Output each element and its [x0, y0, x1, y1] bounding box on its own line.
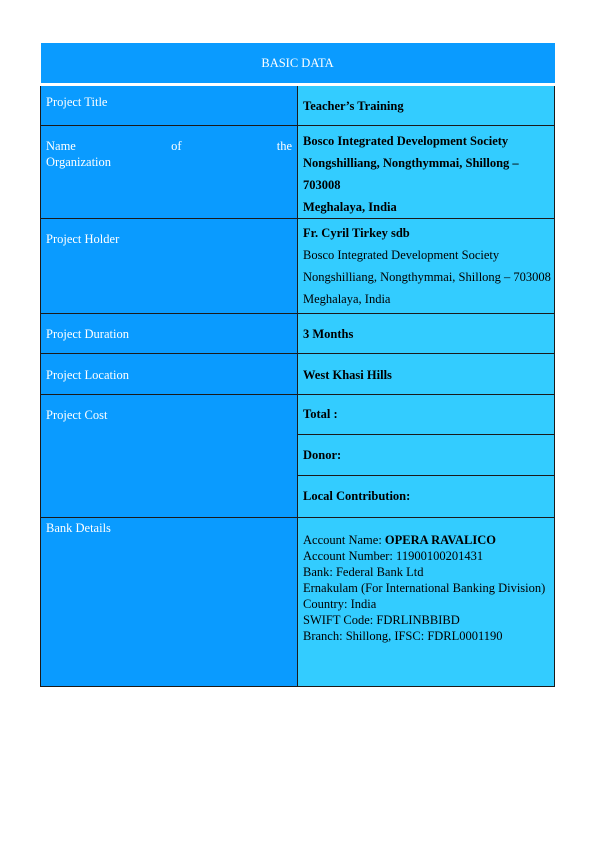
row-project-location [41, 354, 555, 395]
label-organization [41, 126, 298, 219]
bank-account-number: Account Number: 11900100201431 [303, 549, 484, 563]
row-project-title [41, 85, 555, 126]
value-organization [298, 126, 555, 219]
bank-division: Ernakulam (For International Banking Division) [303, 581, 546, 595]
label-project-cost: Project Cost [41, 395, 298, 518]
holder-line: Meghalaya, India [303, 292, 391, 306]
row-organization [41, 126, 555, 219]
cost-donor: Donor: [298, 435, 554, 476]
value-project-holder [298, 219, 555, 314]
label-organization-first-line [46, 138, 297, 154]
row-bank-details [41, 518, 555, 687]
row-project-duration [41, 314, 555, 354]
bank-branch: Branch: Shillong, IFSC: FDRL0001190 [303, 629, 503, 643]
org-line: Nongshilliang, Nongthymmai, Shillong – 703008 [303, 156, 519, 192]
label-project-location: Project Location [41, 354, 298, 395]
value-bank-details [298, 518, 555, 687]
org-line: Meghalaya, India [303, 200, 397, 214]
label-project-title: Project Title [41, 85, 298, 126]
value-project-cost [298, 395, 555, 518]
label-project-duration: Project Duration [41, 314, 298, 354]
label-word: Organization [46, 155, 112, 169]
holder-name: Fr. Cyril Tirkey sdb [303, 226, 410, 240]
label-word: Name [46, 139, 76, 153]
cost-local-contribution: Local Contribution: [303, 489, 411, 503]
bank-swift: SWIFT Code: FDRLINBBIBD [303, 613, 460, 627]
account-name-value: OPERA RAVALICO [384, 533, 496, 547]
label-word: of [171, 139, 182, 153]
value-project-location: West Khasi Hills [298, 354, 555, 395]
holder-line: Bosco Integrated Development Society [303, 248, 500, 262]
bank-name: Bank: Federal Bank Ltd [303, 565, 424, 579]
bank-account-name [303, 532, 554, 548]
row-project-cost [41, 395, 555, 518]
value-project-duration: 3 Months [298, 314, 555, 354]
bank-country: Country: India [303, 597, 377, 611]
row-project-holder [41, 219, 555, 314]
label-bank-details: Bank Details [41, 518, 298, 687]
account-name-label: Account Name: [303, 533, 385, 547]
holder-line: Nongshilliang, Nongthymmai, Shillong – 703008 [303, 270, 551, 284]
basic-data-table [40, 43, 555, 687]
value-project-title: Teacher’s Training [298, 85, 555, 126]
table-title: BASIC DATA [41, 43, 555, 85]
org-line: Bosco Integrated Development Society [303, 134, 509, 148]
label-word: the [276, 139, 292, 153]
cost-total: Total : [298, 395, 554, 435]
label-project-holder: Project Holder [41, 219, 298, 314]
